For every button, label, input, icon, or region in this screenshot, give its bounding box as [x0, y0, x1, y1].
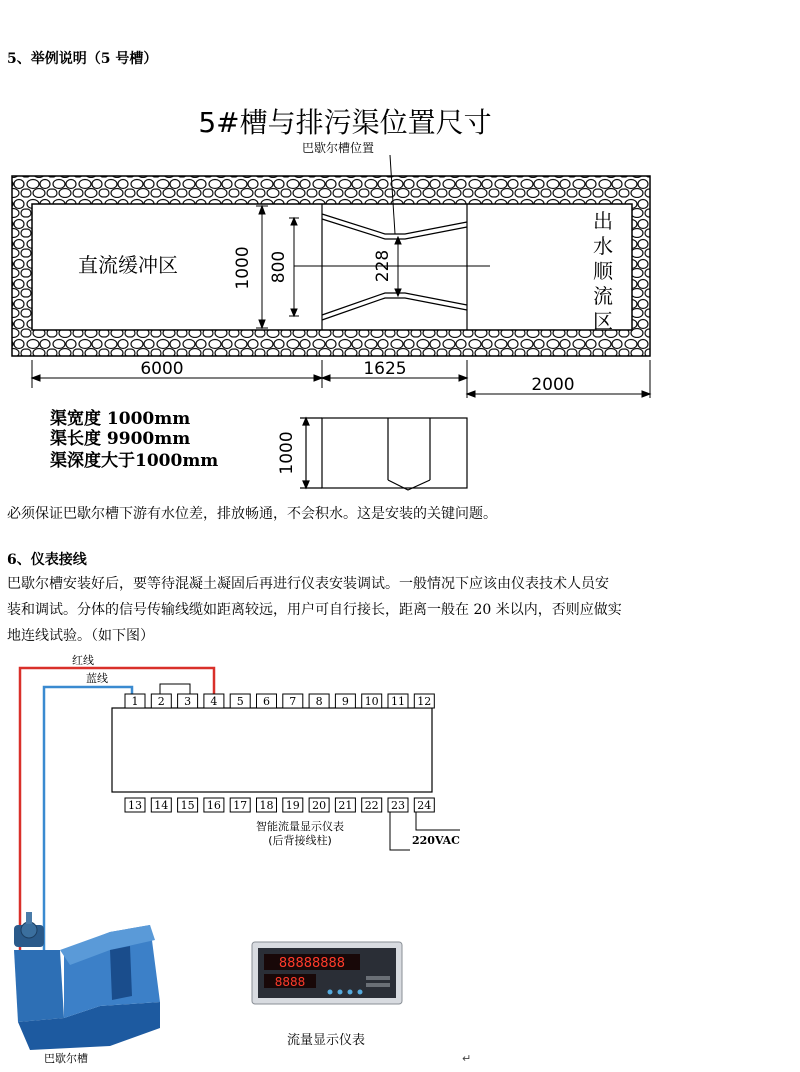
svg-text:区: 区: [593, 309, 613, 333]
terminal-label-16: 16: [206, 799, 221, 812]
section-6-line-1: 巴歇尔槽安装好后，要等待混凝土凝固后再进行仪表安装调试。一般情况下应该由仪表技术人员安: [7, 576, 609, 592]
top-terminals: [125, 694, 434, 708]
svg-text:流: 流: [593, 284, 613, 308]
terminal-label-7: 7: [289, 695, 297, 708]
blue-wire-label: 蓝线: [86, 672, 108, 685]
terminal-label-10: 10: [364, 695, 379, 708]
dim-1000: 1000: [233, 246, 253, 290]
installation-note: 必须保证巴歇尔槽下游有水位差，排放畅通，不会积水。这是安装的关键问题。: [7, 506, 497, 522]
side-dim-1000: 1000: [277, 431, 297, 475]
instrument-label-2: (后背接线柱): [268, 834, 332, 847]
dim-800: 800: [269, 250, 289, 284]
section-6-heading: 6、仪表接线: [7, 552, 87, 568]
len-2000: 2000: [531, 375, 575, 395]
terminal-label-5: 5: [236, 695, 244, 708]
terminal-label-19: 19: [285, 799, 300, 812]
instrument-label-1: 智能流量显示仪表: [256, 820, 344, 833]
section-6-line-2: 装和调试。分体的信号传输线缆如距离较远，用户可自行接长，距离一般在 20 米以内，否则应做实: [7, 602, 622, 618]
svg-text:出: 出: [593, 209, 613, 233]
instrument-back: [112, 708, 432, 792]
meter-caption: 流量显示仪表: [286, 1033, 366, 1048]
return-mark: ↵: [462, 1052, 472, 1065]
terminal-label-13: 13: [128, 799, 142, 812]
diagram-title: 5#槽与排污渠位置尺寸: [198, 106, 492, 139]
wiring-diagram: [0, 650, 800, 1070]
red-wire-label: 红线: [72, 654, 94, 667]
section-6-line-3: 地连线试验。（如下图）: [7, 628, 154, 644]
terminal-label-2: 2: [157, 695, 165, 708]
terminal-label-18: 18: [259, 799, 274, 812]
terminal-label-4: 4: [210, 695, 218, 708]
terminal-label-20: 20: [312, 799, 327, 812]
len-1625: 1625: [363, 359, 407, 379]
terminal-label-21: 21: [338, 799, 353, 812]
flume-caption: 巴歇尔槽: [44, 1052, 88, 1065]
terminal-label-8: 8: [315, 695, 323, 708]
terminal-label-24: 24: [417, 799, 432, 812]
len-6000: 6000: [140, 359, 184, 379]
parshall-flume-image: [14, 912, 160, 1050]
terminal-label-12: 12: [417, 695, 432, 708]
terminal-label-22: 22: [364, 799, 379, 812]
svg-text:水: 水: [593, 234, 613, 258]
spec-width: 渠宽度 1000mm: [50, 409, 191, 429]
left-zone-label: 直流缓冲区: [78, 253, 178, 277]
terminal-label-9: 9: [341, 695, 349, 708]
meter-readout-1: 88888888: [278, 956, 346, 971]
terminal-label-1: 1: [131, 695, 139, 708]
flow-meter-image: [252, 942, 402, 1004]
right-zone-label: [593, 209, 614, 333]
spec-length: 渠长度 9900mm: [50, 429, 191, 449]
bottom-terminals: [125, 798, 434, 812]
dim-228: 228: [373, 249, 393, 283]
terminal-label-14: 14: [154, 799, 169, 812]
terminal-label-23: 23: [391, 799, 405, 812]
flume-side-view: [300, 418, 467, 490]
power-label: 220VAC: [412, 834, 460, 847]
svg-text:顺: 顺: [593, 259, 613, 283]
terminal-label-15: 15: [180, 799, 195, 812]
meter-readout-2: 8888: [274, 975, 306, 989]
section-5-heading: 5、举例说明（5 号槽）: [7, 51, 158, 67]
spec-depth: 渠深度大于1000mm: [50, 451, 219, 471]
terminal-label-3: 3: [184, 695, 192, 708]
flume-position-label: 巴歇尔槽位置: [302, 141, 375, 155]
terminal-label-17: 17: [233, 799, 248, 812]
channel-dimension-diagram: [0, 98, 800, 503]
terminal-label-6: 6: [263, 695, 270, 708]
terminal-label-11: 11: [391, 695, 405, 708]
